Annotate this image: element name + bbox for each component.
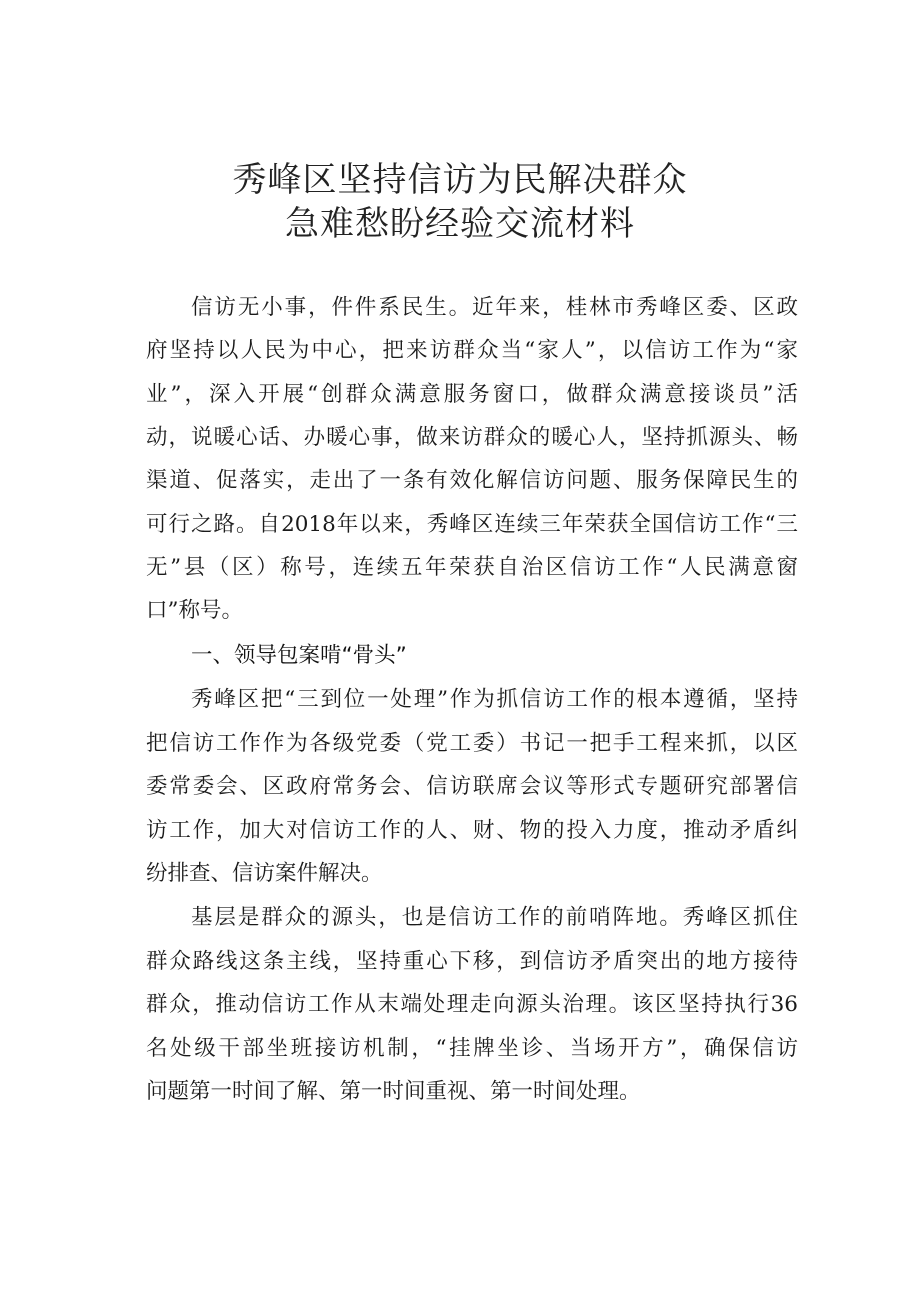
intro-line: 业”，深入开展“创群众满意服务窗口，做群众满意接谈员”活 <box>146 382 798 407</box>
intro-line: 信访无小事，件件系民生。近年来，桂林市秀峰区委、区政 <box>191 295 798 320</box>
paragraph-line: 委常委会、区政府常务会、信访联席会议等形式专题研究部署信 <box>146 774 798 799</box>
intro-line: 无”县（区）称号，连续五年荣获自治区信访工作“人民满意窗 <box>146 555 798 580</box>
paragraph-line: 纷排查、信访案件解决。 <box>146 861 383 886</box>
paragraph-line: 基层是群众的源头，也是信访工作的前哨阵地。秀峰区抓住 <box>191 905 798 930</box>
paragraph-line: 名处级干部坐班接访机制，“挂牌坐诊、当场开方”，确保信访 <box>146 1036 798 1061</box>
intro-line: 动，说暖心话、办暖心事，做来访群众的暖心人，坚持抓源头、畅 <box>146 425 798 450</box>
paragraph-line: 群众，推动信访工作从末端处理走向源头治理。该区坚持执行36 <box>146 992 798 1017</box>
paragraph-line: 问题第一时间了解、第一时间重视、第一时间处理。 <box>146 1079 641 1104</box>
paragraph-line: 访工作，加大对信访工作的人、财、物的投入力度，推动矛盾纠 <box>146 818 798 843</box>
section-heading: 一、领导包案啃“骨头” <box>191 643 407 668</box>
paragraph-line: 群众路线这条主线，坚持重心下移，到信访矛盾突出的地方接待 <box>146 949 798 974</box>
intro-line: 渠道、促落实，走出了一条有效化解信访问题、服务保障民生的 <box>146 468 798 493</box>
paragraph-line: 把信访工作作为各级党委（党工委）书记一把手工程来抓，以区 <box>146 731 798 756</box>
intro-line: 口”称号。 <box>146 598 243 623</box>
intro-line: 府坚持以人民为中心，把来访群众当“家人”，以信访工作为“家 <box>146 338 798 363</box>
document-title-line-2: 急难愁盼经验交流材料 <box>285 204 635 244</box>
document-title-line-1: 秀峰区坚持信访为民解决群众 <box>232 160 688 200</box>
paragraph-line: 秀峰区把“三到位一处理”作为抓信访工作的根本遵循，坚持 <box>191 687 798 712</box>
intro-line: 可行之路。自2018年以来，秀峰区连续三年荣获全国信访工作“三 <box>146 512 798 537</box>
